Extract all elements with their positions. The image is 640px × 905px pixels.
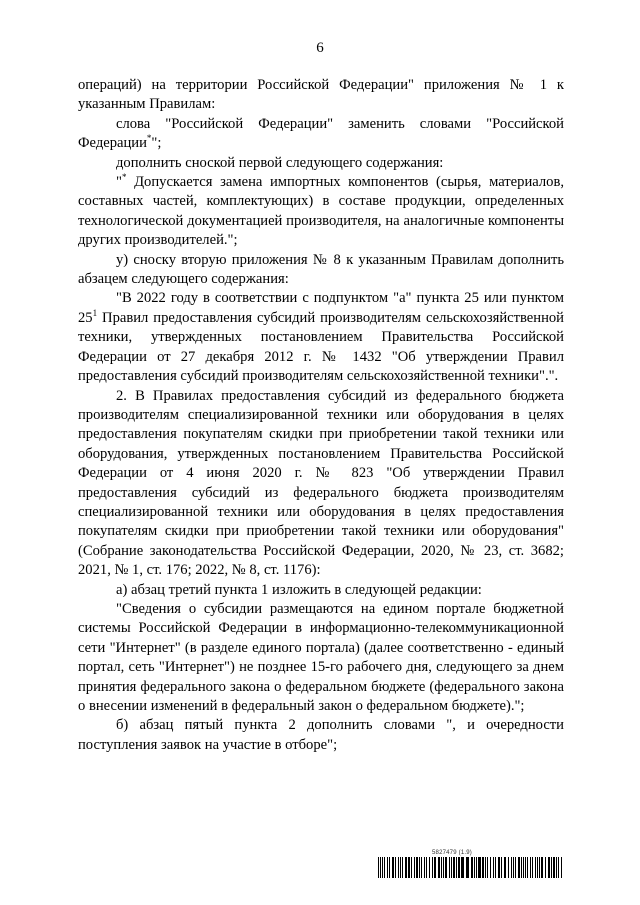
page-number: 6	[316, 40, 324, 56]
barcode-bar	[476, 857, 477, 878]
barcode-bar	[532, 857, 533, 878]
barcode-bar	[411, 857, 412, 878]
barcode-bar	[551, 857, 552, 878]
barcode-bar	[474, 857, 475, 878]
barcode-bar	[537, 857, 538, 878]
paragraph-text: слова "Российской Федерации" заменить словами "Российской Федерации	[78, 115, 564, 152]
barcode-bar	[487, 857, 488, 878]
barcode-bar	[414, 857, 415, 878]
barcode-bar	[530, 857, 531, 878]
paragraph-text: Правил предоставления субсидий производителям сельскохозяйственной техники, утвержденных постановлением Правительства Российской Федерации от 27 декабря 2012 г. № 1432 "Об утверждении Правил предоставления субсидий производителям сельскохозяйственной техники".".	[78, 309, 564, 385]
barcode-bar	[438, 857, 440, 878]
barcode-bar	[432, 857, 433, 878]
barcode-icon	[378, 857, 564, 878]
barcode-bar	[511, 857, 512, 878]
barcode-bar	[443, 857, 444, 878]
barcode-bar	[545, 857, 546, 878]
paragraph: дополнить сноской первой следующего содержания:	[116, 154, 444, 171]
barcode-bar	[421, 857, 422, 878]
paragraph	[78, 115, 564, 154]
barcode-bar	[392, 857, 394, 878]
barcode-bar	[482, 857, 484, 878]
paragraph: б) абзац пятый пункта 2 дополнить словами ", и очередности поступления заявок на участие в отборе";	[78, 717, 564, 753]
barcode-bar	[490, 857, 491, 878]
paragraph: 2. В Правилах предоставления субсидий из федерального бюджета производителям специализированной техники или оборудования в целях предоставления покупателям скидки при приобретении такой техники или оборудования, утвержденных постановлением Правительства Российской Федерации от 4 июня 2020 г. № 823 "Об утверждении Правил предоставления субсидий из федерального бюджета производителям специализированной техники или оборудования в целях предоставления покупателям скидки при приобретении такой техники или оборудования" (Собрание законодательства Российской Федерации, 2020, № 23, ст. 3682; 2021, № 1, ст. 176; 2022, № 8, ст. 1176):	[78, 387, 564, 579]
barcode-bar	[389, 857, 390, 878]
barcode-bar	[485, 857, 486, 878]
barcode-bar	[513, 857, 514, 878]
barcode-bar	[561, 857, 562, 878]
barcode-bar	[523, 857, 524, 878]
barcode-bar	[548, 857, 550, 878]
barcode-bar	[501, 857, 502, 878]
paragraph: операций) на территории Российской Федерации" приложения № 1 к указанным Правилам:	[78, 77, 564, 113]
paragraph: у) сноску вторую приложения № 8 к указанным Правилам дополнить абзацем следующего содержания:	[78, 251, 564, 288]
paragraph	[78, 173, 564, 251]
paragraph: а) абзац третий пункта 1 изложить в следующей редакции:	[116, 581, 482, 598]
barcode-bar	[553, 857, 555, 878]
barcode-bar	[539, 857, 540, 878]
barcode-bar	[558, 857, 559, 878]
barcode-bar	[461, 857, 464, 878]
barcode-bar	[456, 857, 457, 878]
barcode-bar	[416, 857, 418, 878]
barcode-bar	[408, 857, 410, 878]
barcode-bar	[525, 857, 526, 878]
barcode-bar	[395, 857, 396, 878]
barcode-bar	[398, 857, 399, 878]
barcode-bar	[405, 857, 407, 878]
superscript-number: 1	[92, 307, 98, 318]
barcode-bar	[380, 857, 381, 878]
document-body	[78, 76, 564, 755]
barcode-bar	[493, 857, 494, 878]
barcode-bar	[498, 857, 500, 878]
barcode-bar	[424, 857, 425, 878]
barcode-bar	[382, 857, 383, 878]
barcode-bar	[541, 857, 543, 878]
barcode-bar	[556, 857, 557, 878]
barcode-bar	[471, 857, 473, 878]
barcode-bar	[378, 857, 379, 878]
barcode-bar	[521, 857, 522, 878]
barcode-bar	[535, 857, 536, 878]
paragraph-text: Допускается замена импортных компонентов (сырья, материалов, составных частей, комплектующих) в составе продукции, определенных технологической документацией производителя, на аналогичные компоненты других производителей.";	[78, 174, 564, 249]
barcode-bar	[449, 857, 450, 878]
barcode-bar	[478, 857, 481, 878]
barcode-bar	[419, 857, 420, 878]
barcode-bar	[458, 857, 460, 878]
barcode-bar	[504, 857, 506, 878]
footnote-mark: *	[146, 133, 152, 144]
barcode-bar	[518, 857, 520, 878]
barcode-bar	[453, 857, 455, 878]
barcode-bar	[426, 857, 427, 878]
paragraph-text: "В 2022 году в соответствии с подпунктом "а" пункта 25 или пунктом 25	[78, 290, 564, 326]
barcode-bar	[495, 857, 496, 878]
barcode-bar	[402, 857, 403, 878]
barcode-bar	[527, 857, 528, 878]
barcode-bar	[434, 857, 436, 878]
barcode-bar	[515, 857, 516, 878]
paragraph: "Сведения о субсидии размещаются на едином портале бюджетной системы Российской Федерации в информационно-телекоммуникационной сети "Интернет" (в разделе единого портала) (далее соответственно - единый портал, сеть "Интернет") не позднее 15-го рабочего дня, следующего за днем принятия федерального закона о федеральном бюджете (федерального закона о внесении изменений в федеральный закон о федеральном бюджете).";	[78, 600, 564, 714]
paragraph-text: ";	[151, 135, 162, 152]
barcode-bar	[451, 857, 452, 878]
barcode-bar	[466, 857, 469, 878]
barcode-bar	[400, 857, 401, 878]
footnote-mark: *	[121, 172, 127, 183]
barcode-bar	[384, 857, 385, 878]
barcode-bar	[429, 857, 430, 878]
paragraph-text: "	[116, 174, 122, 191]
barcode-bar	[441, 857, 442, 878]
barcode-bar	[508, 857, 509, 878]
paragraph	[78, 289, 564, 386]
barcode-bar	[387, 857, 388, 878]
barcode-bar	[445, 857, 447, 878]
document-code: 5827479 (1.9)	[432, 850, 472, 856]
